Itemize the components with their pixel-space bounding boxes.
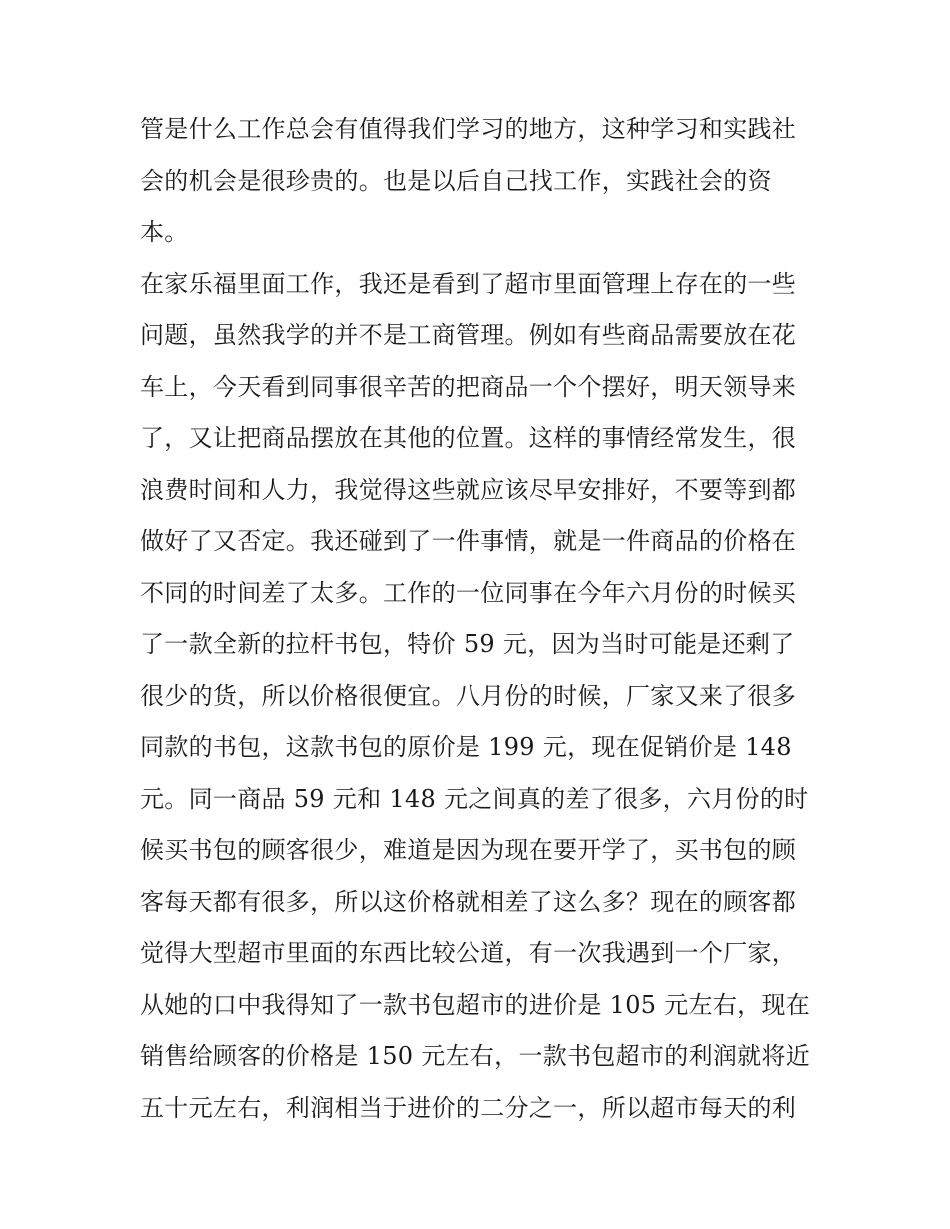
text-line: 在家乐福里面工作，我还是看到了超市里面管理上存在的一些	[140, 269, 797, 298]
text-line: 浪费时间和人力，我觉得这些就应该尽早安排好，不要等到都	[140, 475, 797, 504]
text-line: 了，又让把商品摆放在其他的位置。这样的事情经常发生，很	[140, 424, 797, 452]
text-line: 客每天都有很多，所以这价格就相差了这么多？现在的顾客都	[140, 887, 797, 916]
text-line: 管是什么工作总会有值得我们学习的地方，这种学习和实践社	[140, 115, 797, 143]
text-line: 同款的书包，这款书包的原价是 199 元，现在促销价是 148	[140, 733, 792, 761]
text-line: 五十元左右，利润相当于进价的二分之一，所以超市每天的利	[140, 1093, 797, 1122]
text-line: 觉得大型超市里面的东西比较公道，有一次我遇到一个厂家，	[140, 939, 797, 967]
text-line: 不同的时间差了太多。工作的一位同事在今年六月份的时候买	[140, 578, 797, 607]
text-line: 做好了又否定。我还碰到了一件事情，就是一件商品的价格在	[140, 527, 797, 555]
text-line: 销售给顾客的价格是 150 元左右，一款书包超市的利润就将近	[140, 1042, 811, 1070]
text-line: 问题，虽然我学的并不是工商管理。例如有些商品需要放在花	[140, 321, 797, 349]
text-line: 从她的口中我得知了一款书包超市的进价是 105 元左右，现在	[140, 990, 811, 1019]
text-line: 车上，今天看到同事很辛苦的把商品一个个摆好，明天领导来	[140, 372, 797, 401]
text-line: 本。	[140, 218, 189, 246]
text-line: 元。同一商品 59 元和 148 元之间真的差了很多，六月份的时	[140, 784, 809, 813]
text-line: 候买书包的顾客很少，难道是因为现在要开学了，买书包的顾	[140, 836, 797, 864]
text-line: 会的机会是很珍贵的。也是以后自己找工作，实践社会的资	[140, 166, 772, 195]
body-text	[140, 104, 820, 1134]
text-line: 了一款全新的拉杆书包，特价 59 元，因为当时可能是还剩了	[140, 630, 795, 658]
text-line: 很少的货，所以价格很便宜。八月份的时候，厂家又来了很多	[140, 681, 797, 710]
